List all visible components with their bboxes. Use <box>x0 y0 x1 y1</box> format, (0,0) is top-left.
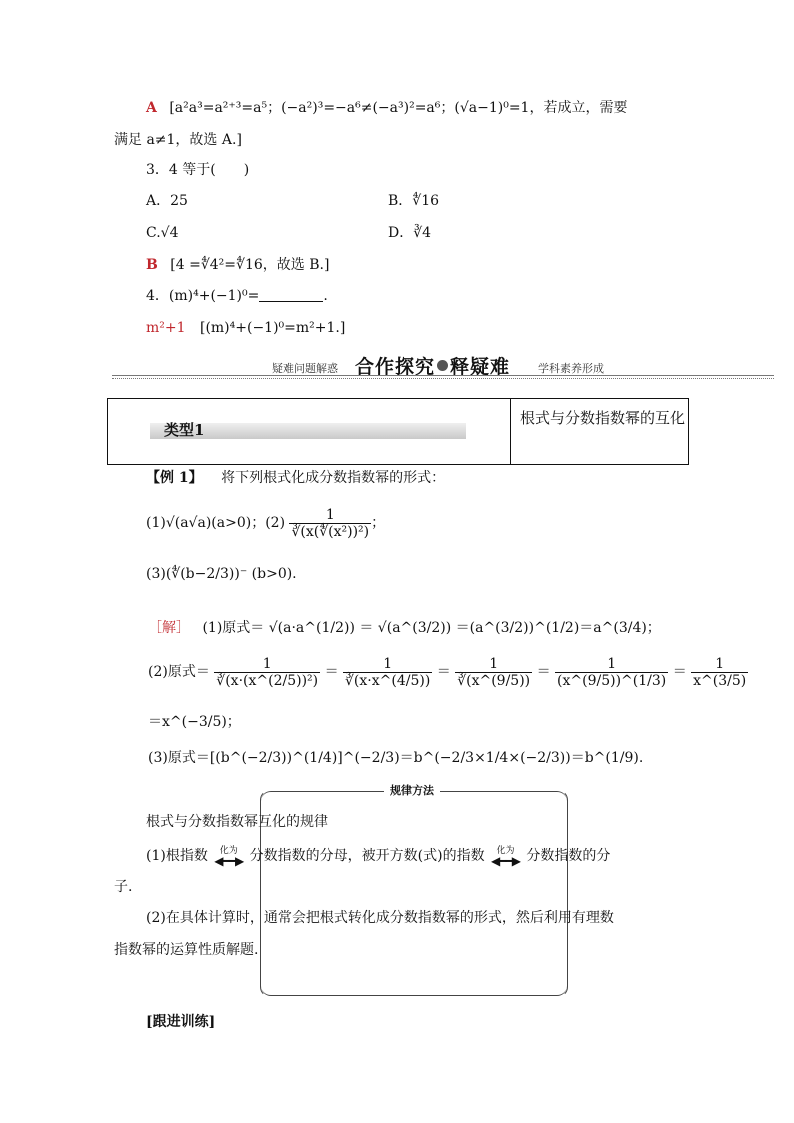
solution-step2-lead: (2)原式＝ <box>148 664 210 680</box>
q3-answer-text: [4 =∜4²=∜16，故选 B.] <box>170 257 330 273</box>
q4-stem-text: 4．(m)⁴+(−1)⁰= <box>146 288 260 304</box>
q3-option-a: A．25 <box>146 193 188 209</box>
arrow-label: 化为 <box>219 846 238 856</box>
q4-answer <box>146 318 345 338</box>
fraction-numerator: 1 <box>383 655 393 672</box>
method-title: 根式与分数指数幂互化的规律 <box>146 814 328 830</box>
fraction-denominator: x^(3/5) <box>693 672 747 689</box>
equals-sign: ＝ <box>436 664 451 680</box>
q4-blank <box>259 287 323 302</box>
method-label: 规律方法 <box>384 782 440 798</box>
q3-option-d: D．∛4 <box>388 225 432 241</box>
example-part1 <box>146 506 385 540</box>
bidirectional-arrow-icon: 化为 ◀━━▶ <box>491 846 520 868</box>
q3-option-b: B．∜16 <box>388 193 440 209</box>
example-label: 【例 1】 <box>146 470 203 486</box>
fraction-numerator: 1 <box>489 655 499 672</box>
method-rule1-end: 子. <box>114 879 133 895</box>
banner-rule <box>112 375 774 376</box>
example-part2-fraction <box>289 507 371 540</box>
banner-title-part2: 释疑难 <box>450 356 511 378</box>
fraction-denominator: ∛(x·x^(4/5)) <box>345 672 431 689</box>
rule1-part-c: 分数指数的分 <box>526 848 611 864</box>
fraction-denominator: ∛(x(∜(x²))²) <box>291 523 370 540</box>
solution-step3: (3)原式＝[(b^(−2/3))^(1/4)]^(−2/3)＝b^(−2/3×1/4×(−2/3))＝b^(1/9). <box>148 750 644 766</box>
step2-fraction-2 <box>343 656 432 689</box>
fraction-numerator: 1 <box>715 655 725 672</box>
step2-fraction-5 <box>691 656 748 689</box>
example-part1-text: (1)√(a√a)(a>0)；(2) <box>146 515 286 531</box>
equals-sign: ＝ <box>536 664 551 680</box>
equals-sign: ＝ <box>672 664 687 680</box>
equals-sign: ＝ <box>324 664 339 680</box>
q4-answer-value: m²+1 <box>146 320 186 336</box>
fraction-numerator: 1 <box>262 655 272 672</box>
banner-rule-dotted <box>112 378 774 379</box>
method-rule1 <box>146 846 610 866</box>
practice-heading: [跟进训练] <box>146 1014 216 1030</box>
q3-answer-letter: B <box>146 257 158 273</box>
example-text: 将下列根式化成分数指数幂的形式： <box>221 470 446 486</box>
example-part3: (3)(∜(b−2/3))⁻ (b>0). <box>146 566 297 582</box>
fraction-denominator: (x^(9/5))^(1/3) <box>557 672 667 689</box>
arrow-label: 化为 <box>496 846 515 856</box>
solution-tag: ［解］ <box>148 620 190 636</box>
step2-fraction-4 <box>555 656 668 689</box>
method-rule2-line2: 指数幂的运算性质解题. <box>114 942 259 958</box>
banner-right-text: 学科素养形成 <box>538 362 604 375</box>
rule1-part-a: (1)根指数 <box>146 848 208 864</box>
example-stem <box>146 468 445 488</box>
fraction-numerator: 1 <box>607 655 617 672</box>
method-rule2-line1: (2)在具体计算时，通常会把根式转化成分数指数幂的形式，然后利用有理数 <box>146 910 614 926</box>
step2-fraction-1 <box>214 656 320 689</box>
solution-step1 <box>148 618 661 638</box>
type-tab: 类型1 <box>164 421 205 439</box>
type-title: 根式与分数指数幂的互化 <box>520 409 686 427</box>
step2-fraction-3 <box>455 656 532 689</box>
q3-answer <box>146 255 329 275</box>
banner-left-text: 疑难问题解惑 <box>272 362 338 375</box>
banner-circle-icon <box>437 360 448 371</box>
q4-stem: 4．(m)⁴+(−1)⁰= . <box>146 288 328 304</box>
rule1-part-b: 分数指数的分母，被开方数(式)的指数 <box>249 848 485 864</box>
q2-answer-letter: A <box>146 100 157 116</box>
fraction-denominator: ∛(x·(x^(2/5))²) <box>216 672 319 689</box>
bidirectional-arrow-icon: 化为 ◀━━▶ <box>214 846 244 868</box>
example-part2-end: ； <box>371 515 386 531</box>
q3-stem: 3．4 等于( ) <box>146 162 250 178</box>
q2-answer-line1 <box>146 98 627 118</box>
q3-option-c: C.√4 <box>146 225 179 241</box>
section-banner <box>112 354 774 376</box>
solution-step1-text: (1)原式＝ √(a·a^(1/2)) ＝ √(a^(3/2)) ＝(a^(3/2))^(1/2)＝a^(3/4)； <box>202 620 661 636</box>
q2-answer-line2: 满足 a≠1，故选 A.] <box>114 132 242 148</box>
fraction-denominator: ∛(x^(9/5)) <box>457 672 531 689</box>
banner-title-part1: 合作探究 <box>355 356 436 378</box>
q4-answer-text: [(m)⁴+(−1)⁰=m²+1.] <box>199 320 346 336</box>
type-box-divider <box>510 399 511 464</box>
fraction-numerator: 1 <box>325 506 335 523</box>
solution-step2 <box>148 652 748 692</box>
q2-answer-text: [a²a³=a²⁺³=a⁵；(−a²)³=−a⁶≠(−a³)²=a⁶；(√a−1)⁰=1，若成立，需要 <box>169 100 628 116</box>
solution-step2-tail: ＝x^(−3/5)； <box>148 714 241 730</box>
type-box <box>107 398 689 465</box>
